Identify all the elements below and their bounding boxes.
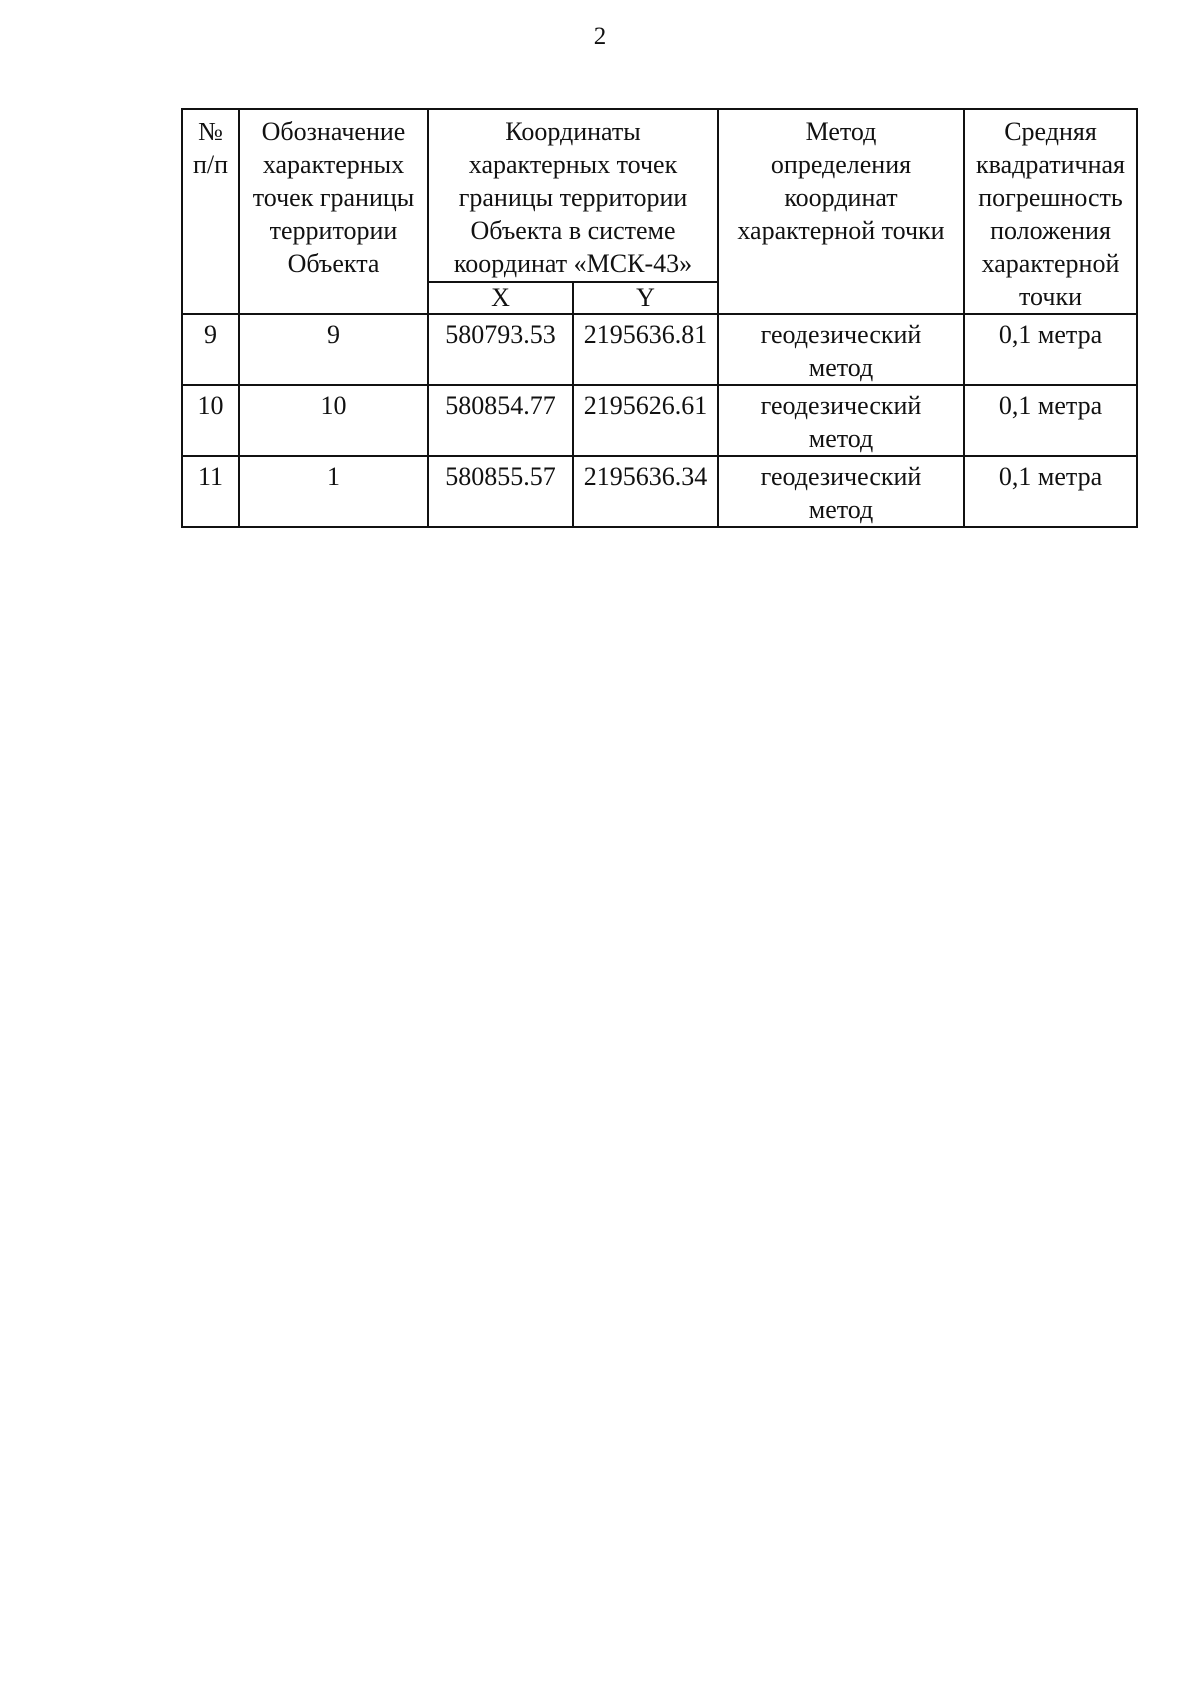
header-row <box>182 109 1137 282</box>
table-header <box>182 109 1137 314</box>
coordinates-table <box>181 108 1138 528</box>
header-num: № п/п <box>182 109 239 314</box>
table-row <box>182 314 1137 385</box>
cell-x: 580855.57 <box>428 456 573 527</box>
cell-designation: 10 <box>239 385 428 456</box>
cell-y: 2195626.61 <box>573 385 718 456</box>
header-x: X <box>428 282 573 314</box>
cell-designation: 1 <box>239 456 428 527</box>
table-row <box>182 385 1137 456</box>
cell-x: 580793.53 <box>428 314 573 385</box>
table-body <box>182 314 1137 527</box>
table-row <box>182 456 1137 527</box>
cell-error: 0,1 метра <box>964 385 1137 456</box>
cell-y: 2195636.81 <box>573 314 718 385</box>
header-error: Средняя квадратичная погрешность положения характерной точки <box>964 109 1137 314</box>
cell-method: геодезический метод <box>718 314 964 385</box>
cell-method: геодезический метод <box>718 456 964 527</box>
cell-x: 580854.77 <box>428 385 573 456</box>
cell-num: 11 <box>182 456 239 527</box>
cell-num: 9 <box>182 314 239 385</box>
cell-error: 0,1 метра <box>964 456 1137 527</box>
cell-num: 10 <box>182 385 239 456</box>
cell-y: 2195636.34 <box>573 456 718 527</box>
page-number: 2 <box>593 23 607 50</box>
cell-designation: 9 <box>239 314 428 385</box>
cell-error: 0,1 метра <box>964 314 1137 385</box>
header-coordinates: Координаты характерных точек границы территории Объекта в системе координат «МСК-43» <box>428 109 718 282</box>
header-method: Метод определения координат характерной точки <box>718 109 964 314</box>
cell-method: геодезический метод <box>718 385 964 456</box>
header-y: Y <box>573 282 718 314</box>
header-designation: Обозначение характерных точек границы территории Объекта <box>239 109 428 314</box>
